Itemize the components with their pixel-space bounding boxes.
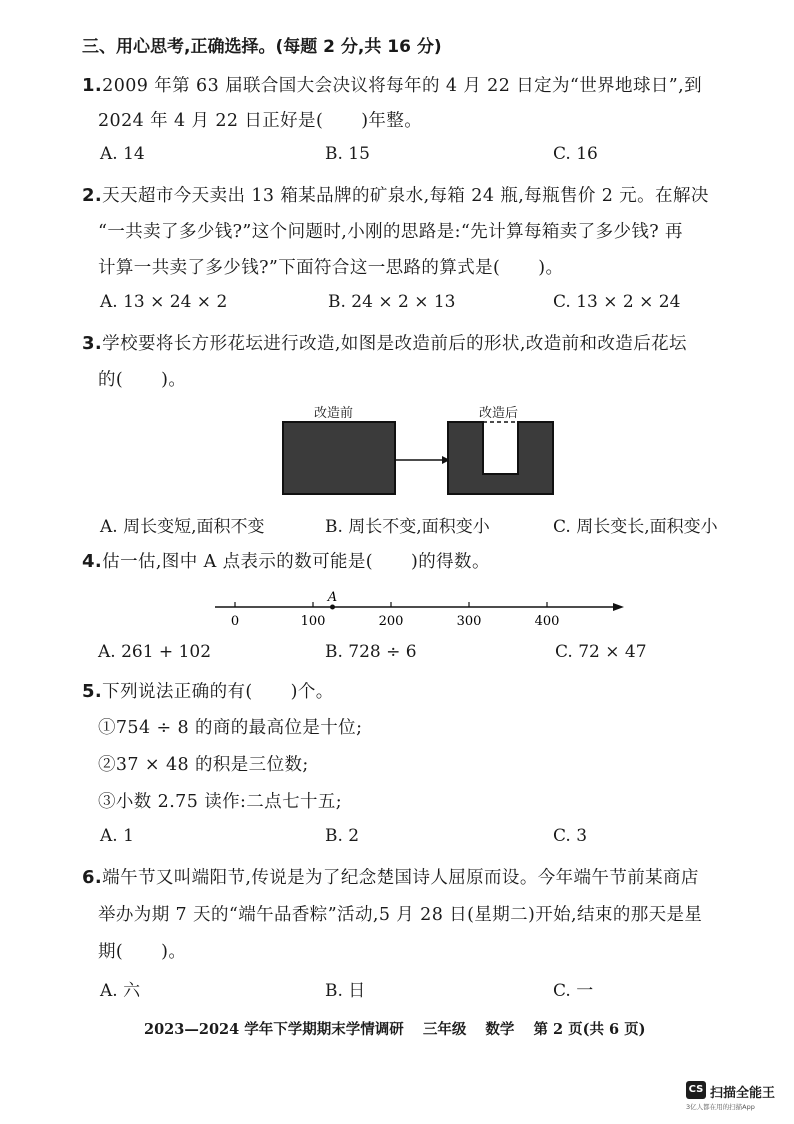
option-a: A. 1 — [100, 826, 134, 846]
before-rectangle — [283, 422, 395, 494]
question-text: 2009 年第 63 届联合国大会决议将每年的 4 月 22 日定为“世界地球日”,到 — [102, 76, 702, 96]
question-number: 4. — [82, 551, 103, 572]
after-shape — [448, 422, 553, 494]
after-label: 改造后 — [479, 406, 519, 421]
question-text: )的得数。 — [411, 552, 490, 572]
question-number: 6. — [82, 867, 103, 888]
watermark-name: 扫描全能王 — [710, 1086, 776, 1101]
option-c: C. 72 × 47 — [555, 642, 647, 662]
option-c: C. 3 — [553, 826, 588, 846]
question-text: 端午节又叫端阳节,传说是为了纪念楚国诗人屈原而设。今年端午节前某商店 — [102, 868, 699, 888]
number-line-tick-label: 200 — [378, 614, 404, 629]
option-b: B. 周长不变,面积变小 — [325, 517, 490, 537]
question-text: )个。 — [290, 682, 334, 702]
option-a: A. 14 — [100, 144, 145, 164]
question-6-line-3 — [98, 938, 186, 963]
question-number: 1. — [82, 75, 103, 96]
question-1-line-2 — [98, 107, 422, 132]
statement-1: ①754 ÷ 8 的商的最高位是十位; — [98, 718, 363, 738]
question-text: )。 — [161, 942, 187, 962]
question-4-line-1 — [82, 548, 490, 573]
question-text: )。 — [161, 370, 187, 390]
statement-3: ③小数 2.75 读作:二点七十五; — [98, 792, 343, 812]
question-number: 2. — [82, 185, 103, 206]
page-footer — [144, 1018, 660, 1039]
number-line-tick-label: 100 — [300, 614, 326, 629]
option-b: B. 728 ÷ 6 — [325, 642, 417, 662]
question-6-line-2: 举办为期 7 天的“端午品香粽”活动,5 月 28 日(星期二)开始,结束的那天是星 — [98, 905, 703, 925]
number-line-tick-label: 400 — [534, 614, 560, 629]
question-text: )。 — [538, 258, 564, 278]
flowerbed-diagram — [278, 418, 568, 498]
point-a-label: A — [327, 590, 338, 605]
footer-page: 第 2 页(共 6 页) — [533, 1021, 646, 1038]
question-2-line-2: “一共卖了多少钱?”这个问题时,小刚的思路是:“先计算每箱卖了多少钱? 再 — [98, 222, 683, 242]
before-label: 改造前 — [314, 406, 354, 421]
question-2-line-1 — [82, 182, 709, 207]
question-3-line-2 — [98, 366, 186, 391]
question-text: )年整。 — [361, 111, 423, 131]
question-text: 估一估,图中 A 点表示的数可能是( — [102, 552, 374, 572]
point-a-marker — [330, 605, 335, 610]
question-1-line-1 — [82, 72, 702, 97]
number-line-tick-label: 0 — [230, 614, 240, 629]
option-c: C. 一 — [553, 981, 594, 1001]
question-text: 2024 年 4 月 22 日正好是( — [98, 111, 324, 131]
option-a: A. 周长变短,面积不变 — [100, 517, 265, 537]
number-line-tick-label: 300 — [456, 614, 482, 629]
watermark-tagline: 3亿人都在用的扫描App — [686, 1103, 755, 1111]
option-c: C. 13 × 2 × 24 — [553, 292, 681, 312]
option-c: C. 16 — [553, 144, 598, 164]
question-text: 计算一共卖了多少钱?”下面符合这一思路的算式是( — [98, 258, 501, 278]
question-text: 下列说法正确的有( — [102, 682, 253, 702]
question-5-line-1 — [82, 678, 334, 703]
footer-subject: 数学 — [485, 1021, 515, 1038]
question-text: 学校要将长方形花坛进行改造,如图是改造前后的形状,改造前和改造后花坛 — [102, 334, 687, 354]
question-3-line-1 — [82, 330, 687, 355]
option-a: A. 六 — [100, 981, 141, 1001]
footer-grade: 三年级 — [422, 1021, 467, 1038]
question-2-line-3 — [98, 254, 563, 279]
question-text: 的( — [98, 370, 124, 390]
section-title: 三、用心思考,正确选择。(每题 2 分,共 16 分) — [82, 37, 442, 57]
option-b: B. 15 — [325, 144, 370, 164]
option-a: A. 13 × 24 × 2 — [100, 292, 228, 312]
number-line-arrow — [613, 603, 624, 611]
option-b: B. 日 — [325, 981, 366, 1001]
footer-term: 2023—2024 学年下学期期末学情调研 — [144, 1021, 404, 1038]
question-text: 天天超市今天卖出 13 箱某品牌的矿泉水,每箱 24 瓶,每瓶售价 2 元。在解决 — [102, 186, 709, 206]
question-number: 5. — [82, 681, 103, 702]
option-c: C. 周长变长,面积变小 — [553, 517, 718, 537]
option-b: B. 2 — [325, 826, 360, 846]
question-number: 3. — [82, 333, 103, 354]
number-line — [210, 582, 630, 630]
camscanner-icon: CS — [686, 1081, 706, 1099]
option-a: A. 261 + 102 — [98, 642, 212, 662]
question-6-line-1 — [82, 864, 699, 889]
question-text: 期( — [98, 942, 124, 962]
option-b: B. 24 × 2 × 13 — [328, 292, 456, 312]
statement-2: ②37 × 48 的积是三位数; — [98, 755, 309, 775]
